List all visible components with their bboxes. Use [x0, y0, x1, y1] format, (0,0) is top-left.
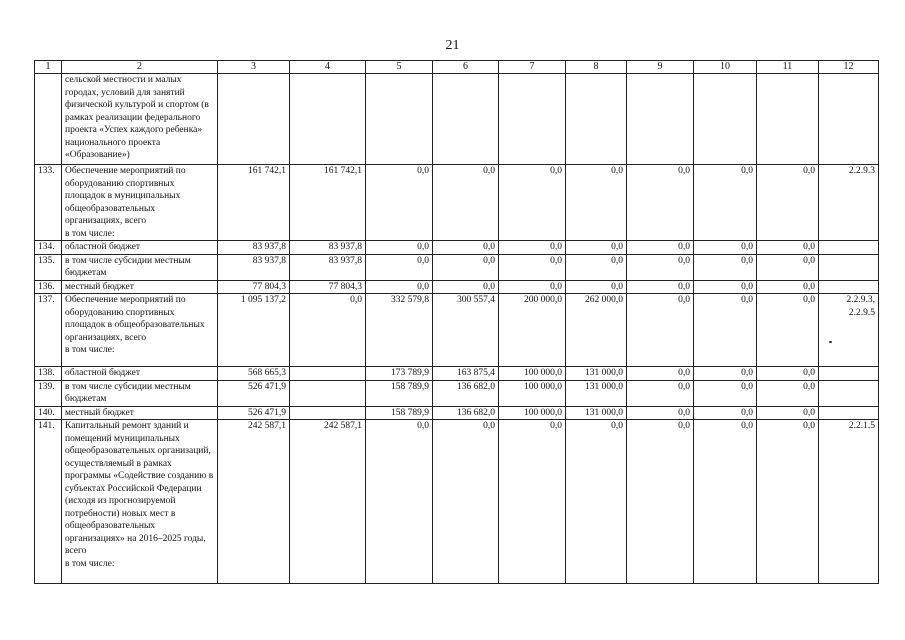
row-code [819, 406, 879, 420]
column-header: 7 [499, 61, 566, 74]
amount-cell [290, 406, 366, 420]
amount-cell: 0,0 [499, 254, 566, 280]
row-number: 134. [35, 241, 62, 255]
amount-cell: 161 742,1 [290, 165, 366, 241]
amount-cell: 131 000,0 [566, 380, 627, 406]
amount-cell: 100 000,0 [499, 367, 566, 381]
amount-cell: 0,0 [499, 280, 566, 294]
amount-cell: 0,0 [566, 241, 627, 255]
amount-cell [290, 74, 366, 165]
page-number: 21 [445, 38, 460, 53]
amount-cell: 100 000,0 [499, 406, 566, 420]
amount-cell: 131 000,0 [566, 367, 627, 381]
amount-cell: 0,0 [433, 420, 499, 584]
amount-cell: 0,0 [366, 254, 433, 280]
row-code [819, 367, 879, 381]
amount-cell: 0,0 [757, 380, 819, 406]
amount-cell: 300 557,4 [433, 294, 499, 367]
amount-cell: 83 937,8 [218, 254, 290, 280]
amount-cell: 0,0 [757, 294, 819, 367]
table-row [35, 406, 879, 420]
budget-table [34, 60, 879, 584]
row-code [819, 74, 879, 165]
row-number: 138. [35, 367, 62, 381]
amount-cell: 262 000,0 [566, 294, 627, 367]
row-code: 2.2.1.5 [819, 420, 879, 584]
amount-cell: 0,0 [627, 367, 694, 381]
amount-cell [366, 74, 433, 165]
amount-cell: 161 742,1 [218, 165, 290, 241]
amount-cell: 77 804,3 [218, 280, 290, 294]
column-header: 8 [566, 61, 627, 74]
row-description: Обеспечение мероприятий по оборудованию спортивных площадок в общеобразовательных организациях, всего в том числе: [62, 294, 218, 367]
amount-cell: 526 471,9 [218, 406, 290, 420]
amount-cell: 200 000,0 [499, 294, 566, 367]
table-row [35, 165, 879, 241]
row-description: областной бюджет [62, 241, 218, 255]
amount-cell: 0,0 [433, 280, 499, 294]
amount-cell [694, 74, 757, 165]
amount-cell: 83 937,8 [290, 241, 366, 255]
amount-cell: 0,0 [627, 380, 694, 406]
amount-cell: 0,0 [566, 254, 627, 280]
row-number: 139. [35, 380, 62, 406]
amount-cell [290, 380, 366, 406]
table-row [35, 241, 879, 255]
amount-cell: 332 579,8 [366, 294, 433, 367]
amount-cell: 0,0 [757, 165, 819, 241]
amount-cell [566, 74, 627, 165]
amount-cell: 0,0 [694, 241, 757, 255]
amount-cell: 242 587,1 [218, 420, 290, 584]
table-row [35, 254, 879, 280]
header-row [35, 61, 879, 74]
amount-cell [499, 74, 566, 165]
amount-cell: 0,0 [694, 254, 757, 280]
amount-cell: 0,0 [694, 420, 757, 584]
amount-cell: 0,0 [433, 165, 499, 241]
table-row [35, 367, 879, 381]
row-number: 136. [35, 280, 62, 294]
amount-cell: 77 804,3 [290, 280, 366, 294]
amount-cell: 568 665,3 [218, 367, 290, 381]
row-number: 133. [35, 165, 62, 241]
row-code [819, 241, 879, 255]
amount-cell: 242 587,1 [290, 420, 366, 584]
column-header: 9 [627, 61, 694, 74]
amount-cell: 131 000,0 [566, 406, 627, 420]
amount-cell: 0,0 [627, 420, 694, 584]
amount-cell [627, 74, 694, 165]
amount-cell: 0,0 [499, 420, 566, 584]
column-header: 6 [433, 61, 499, 74]
scan-speck [829, 341, 832, 343]
row-number: 137. [35, 294, 62, 367]
column-header: 4 [290, 61, 366, 74]
row-code [819, 254, 879, 280]
column-header: 5 [366, 61, 433, 74]
table-row [35, 74, 879, 165]
amount-cell: 0,0 [433, 241, 499, 255]
amount-cell: 163 875,4 [433, 367, 499, 381]
table-row [35, 294, 879, 367]
table-row [35, 420, 879, 584]
amount-cell: 0,0 [366, 241, 433, 255]
row-description: Обеспечение мероприятий по оборудованию спортивных площадок в муниципальных общеобразовательных организациях, всего в том числе: [62, 165, 218, 241]
amount-cell: 173 789,9 [366, 367, 433, 381]
amount-cell: 158 789,9 [366, 406, 433, 420]
column-header: 11 [757, 61, 819, 74]
amount-cell: 0,0 [694, 367, 757, 381]
row-description: местный бюджет [62, 406, 218, 420]
amount-cell: 1 095 137,2 [218, 294, 290, 367]
column-header: 1 [35, 61, 62, 74]
row-description: в том числе субсидии местным бюджетам [62, 380, 218, 406]
row-description: местный бюджет [62, 280, 218, 294]
row-code: 2.2.9.3, 2.2.9.5 [819, 294, 879, 367]
amount-cell: 0,0 [499, 241, 566, 255]
amount-cell: 0,0 [627, 254, 694, 280]
row-number: 140. [35, 406, 62, 420]
table-row [35, 380, 879, 406]
amount-cell: 100 000,0 [499, 380, 566, 406]
amount-cell: 0,0 [694, 165, 757, 241]
column-header: 12 [819, 61, 879, 74]
amount-cell: 0,0 [627, 280, 694, 294]
amount-cell: 0,0 [366, 420, 433, 584]
amount-cell: 0,0 [566, 420, 627, 584]
amount-cell [218, 74, 290, 165]
amount-cell [757, 74, 819, 165]
amount-cell: 0,0 [757, 280, 819, 294]
amount-cell: 0,0 [499, 165, 566, 241]
amount-cell: 136 682,0 [433, 380, 499, 406]
row-number: 135. [35, 254, 62, 280]
row-code [819, 280, 879, 294]
amount-cell: 158 789,9 [366, 380, 433, 406]
amount-cell: 0,0 [290, 294, 366, 367]
amount-cell: 0,0 [627, 241, 694, 255]
table-row [35, 280, 879, 294]
row-number [35, 74, 62, 165]
amount-cell: 0,0 [627, 406, 694, 420]
column-header: 2 [62, 61, 218, 74]
amount-cell: 0,0 [566, 280, 627, 294]
amount-cell: 0,0 [627, 165, 694, 241]
amount-cell: 0,0 [757, 406, 819, 420]
amount-cell: 83 937,8 [290, 254, 366, 280]
row-description: сельской местности и малых городах, условий для занятий физической культурой и спортом (в рамках реализации федерального проекта «Успех каждого ребенка» национального проекта «Образование») [62, 74, 218, 165]
amount-cell: 0,0 [694, 406, 757, 420]
amount-cell: 0,0 [694, 280, 757, 294]
column-header: 10 [694, 61, 757, 74]
amount-cell: 0,0 [757, 420, 819, 584]
row-description: в том числе субсидии местным бюджетам [62, 254, 218, 280]
amount-cell: 0,0 [366, 165, 433, 241]
row-number: 141. [35, 420, 62, 584]
row-code [819, 380, 879, 406]
amount-cell: 0,0 [757, 367, 819, 381]
amount-cell: 136 682,0 [433, 406, 499, 420]
amount-cell: 0,0 [627, 294, 694, 367]
amount-cell: 0,0 [694, 380, 757, 406]
amount-cell: 0,0 [366, 280, 433, 294]
column-header: 3 [218, 61, 290, 74]
row-description: областной бюджет [62, 367, 218, 381]
amount-cell [290, 367, 366, 381]
amount-cell: 0,0 [433, 254, 499, 280]
amount-cell [433, 74, 499, 165]
amount-cell: 0,0 [757, 241, 819, 255]
amount-cell: 83 937,8 [218, 241, 290, 255]
row-code: 2.2.9.3 [819, 165, 879, 241]
row-description: Капитальный ремонт зданий и помещений муниципальных общеобразовательных организаций, осуществляемый в рамках программы «Содействие созданию в субъектах Российской Федерации (исходя из прогнозируемой потребности) новых мест в общеобразовательных организациях» на 2016–2025 годы, всего в том числе: [62, 420, 218, 584]
amount-cell: 0,0 [694, 294, 757, 367]
amount-cell: 0,0 [757, 254, 819, 280]
amount-cell: 526 471,9 [218, 380, 290, 406]
amount-cell: 0,0 [566, 165, 627, 241]
